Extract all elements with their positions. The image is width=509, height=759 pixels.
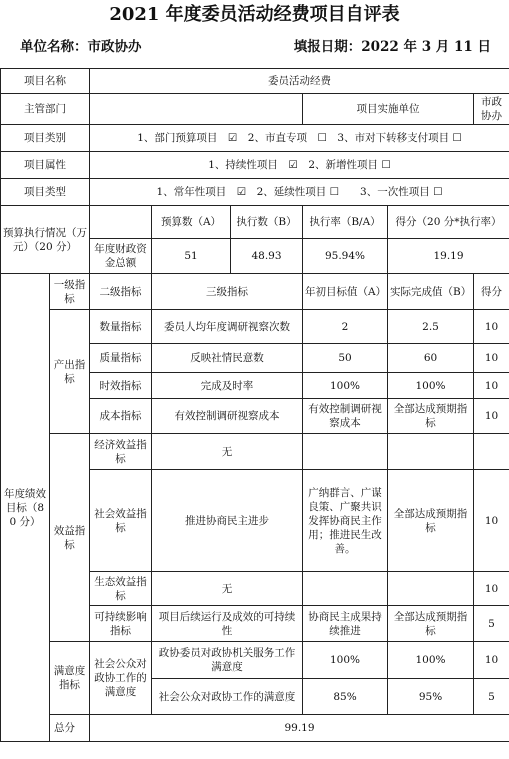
budget-header-score: 得分（20 分*执行率）: [388, 206, 509, 239]
score-cell: [474, 434, 509, 470]
level3-cell: 项目后续运行及成效的可持续性: [152, 606, 303, 642]
actual-cell: 全部达成预期指标: [388, 399, 474, 434]
budget-score-value: 19.19: [388, 239, 509, 274]
target-cell: 协商民主成果持续推进: [303, 606, 388, 642]
perf-header-target: 年初目标值（A）: [303, 274, 388, 310]
group-effect-label: 效益指标: [50, 434, 90, 642]
perf-header-score: 得分: [474, 274, 509, 310]
group-output-label: 产出指标: [50, 310, 90, 434]
score-cell: 10: [474, 373, 509, 399]
perf-header-actual: 实际完成值（B）: [388, 274, 474, 310]
table-row: [1, 715, 509, 742]
page-title: 2021 年度委员活动经费项目自评表: [109, 4, 400, 25]
level2-cell: 经济效益指标: [90, 434, 152, 470]
score-cell: 10: [474, 310, 509, 344]
group-satisfaction-label: 满意度指标: [50, 642, 90, 715]
level3-cell: 社会公众对政协工作的满意度: [152, 679, 303, 715]
type-value: 1、常年性项目 ☑ 2、延续性项目 ☐ 3、一次性项目 ☐: [90, 179, 509, 206]
project-name-value: 委员活动经费: [90, 69, 509, 94]
budget-value: 51: [152, 239, 231, 274]
category-value: 1、部门预算项目 ☑ 2、市直专项 ☐ 3、市对下转移支付项目 ☐: [90, 125, 509, 152]
table-row: [1, 94, 509, 125]
table-row: [1, 69, 509, 94]
actual-cell: 100%: [388, 642, 474, 679]
level3-cell: 推进协商民主进步: [152, 470, 303, 572]
attribute-label: 项目属性: [1, 152, 90, 179]
target-cell: 100%: [303, 373, 388, 399]
table-row: [1, 642, 509, 679]
score-cell: 10: [474, 399, 509, 434]
level2-cell: 质量指标: [90, 344, 152, 373]
table-row: [1, 206, 509, 239]
score-cell: 5: [474, 606, 509, 642]
target-cell: 广纳群言、广谋良策、广聚共识发挥协商民主作用；推进民生改善。: [303, 470, 388, 572]
budget-header-rate: 执行率（B/A）: [303, 206, 388, 239]
project-name-label: 项目名称: [1, 69, 90, 94]
exec-value: 48.93: [231, 239, 303, 274]
level2-cell: 社会效益指标: [90, 470, 152, 572]
level2-cell: 数量指标: [90, 310, 152, 344]
table-row: [1, 125, 509, 152]
satisfaction-level2: 社会公众对政协工作的满意度: [90, 642, 152, 715]
perf-outer-label: 年度绩效目标（80 分）: [1, 274, 50, 742]
table-row: [1, 434, 509, 470]
target-cell: 50: [303, 344, 388, 373]
dept-label: 主管部门: [1, 94, 90, 125]
evaluation-table: [0, 68, 509, 742]
rate-value: 95.94%: [303, 239, 388, 274]
level2-cell: 可持续影响指标: [90, 606, 152, 642]
perf-header-level3: 三级指标: [152, 274, 303, 310]
impl-unit-value: 市政协办: [474, 94, 509, 125]
fill-date: 填报日期：2022 年 3 月 11 日: [293, 39, 491, 55]
score-cell: 10: [474, 572, 509, 606]
impl-unit-label: 项目实施单位: [303, 94, 474, 125]
table-row: [1, 310, 509, 344]
category-label: 项目类别: [1, 125, 90, 152]
actual-cell: 60: [388, 344, 474, 373]
budget-section-label: 预算执行情况（万元）（20 分）: [1, 206, 90, 274]
total-label: 总分: [50, 715, 90, 742]
level2-cell: 时效指标: [90, 373, 152, 399]
target-cell: 85%: [303, 679, 388, 715]
budget-header-a: 预算数（A）: [152, 206, 231, 239]
type-label: 项目类型: [1, 179, 90, 206]
level3-cell: 无: [152, 434, 303, 470]
actual-cell: [388, 434, 474, 470]
budget-header-blank: [90, 206, 152, 239]
actual-cell: 全部达成预期指标: [388, 470, 474, 572]
level3-cell: 委员人均年度调研视察次数: [152, 310, 303, 344]
budget-header-b: 执行数（B）: [231, 206, 303, 239]
budget-row-label: 年度财政资金总额: [90, 239, 152, 274]
level3-cell: 政协委员对政协机关服务工作满意度: [152, 642, 303, 679]
attribute-value: 1、持续性项目 ☑ 2、新增性项目 ☐: [90, 152, 509, 179]
actual-cell: 100%: [388, 373, 474, 399]
table-row: [1, 152, 509, 179]
perf-header-level2: 二级指标: [90, 274, 152, 310]
level3-cell: 无: [152, 572, 303, 606]
perf-header-level1: 一级指标: [50, 274, 90, 310]
level2-cell: 成本指标: [90, 399, 152, 434]
target-cell: 100%: [303, 642, 388, 679]
dept-value: [90, 94, 303, 125]
target-cell: [303, 572, 388, 606]
table-row: [1, 179, 509, 206]
target-cell: 2: [303, 310, 388, 344]
actual-cell: [388, 572, 474, 606]
level3-cell: 反映社情民意数: [152, 344, 303, 373]
total-value: 99.19: [90, 715, 509, 742]
level3-cell: 完成及时率: [152, 373, 303, 399]
unit-name: 单位名称：市政协办: [20, 39, 142, 55]
level2-cell: 生态效益指标: [90, 572, 152, 606]
score-cell: 10: [474, 344, 509, 373]
score-cell: 10: [474, 642, 509, 679]
score-cell: 10: [474, 470, 509, 572]
actual-cell: 95%: [388, 679, 474, 715]
target-cell: [303, 434, 388, 470]
target-cell: 有效控制调研视察成本: [303, 399, 388, 434]
table-row: [1, 274, 509, 310]
actual-cell: 2.5: [388, 310, 474, 344]
level3-cell: 有效控制调研视察成本: [152, 399, 303, 434]
actual-cell: 全部达成预期指标: [388, 606, 474, 642]
score-cell: 5: [474, 679, 509, 715]
